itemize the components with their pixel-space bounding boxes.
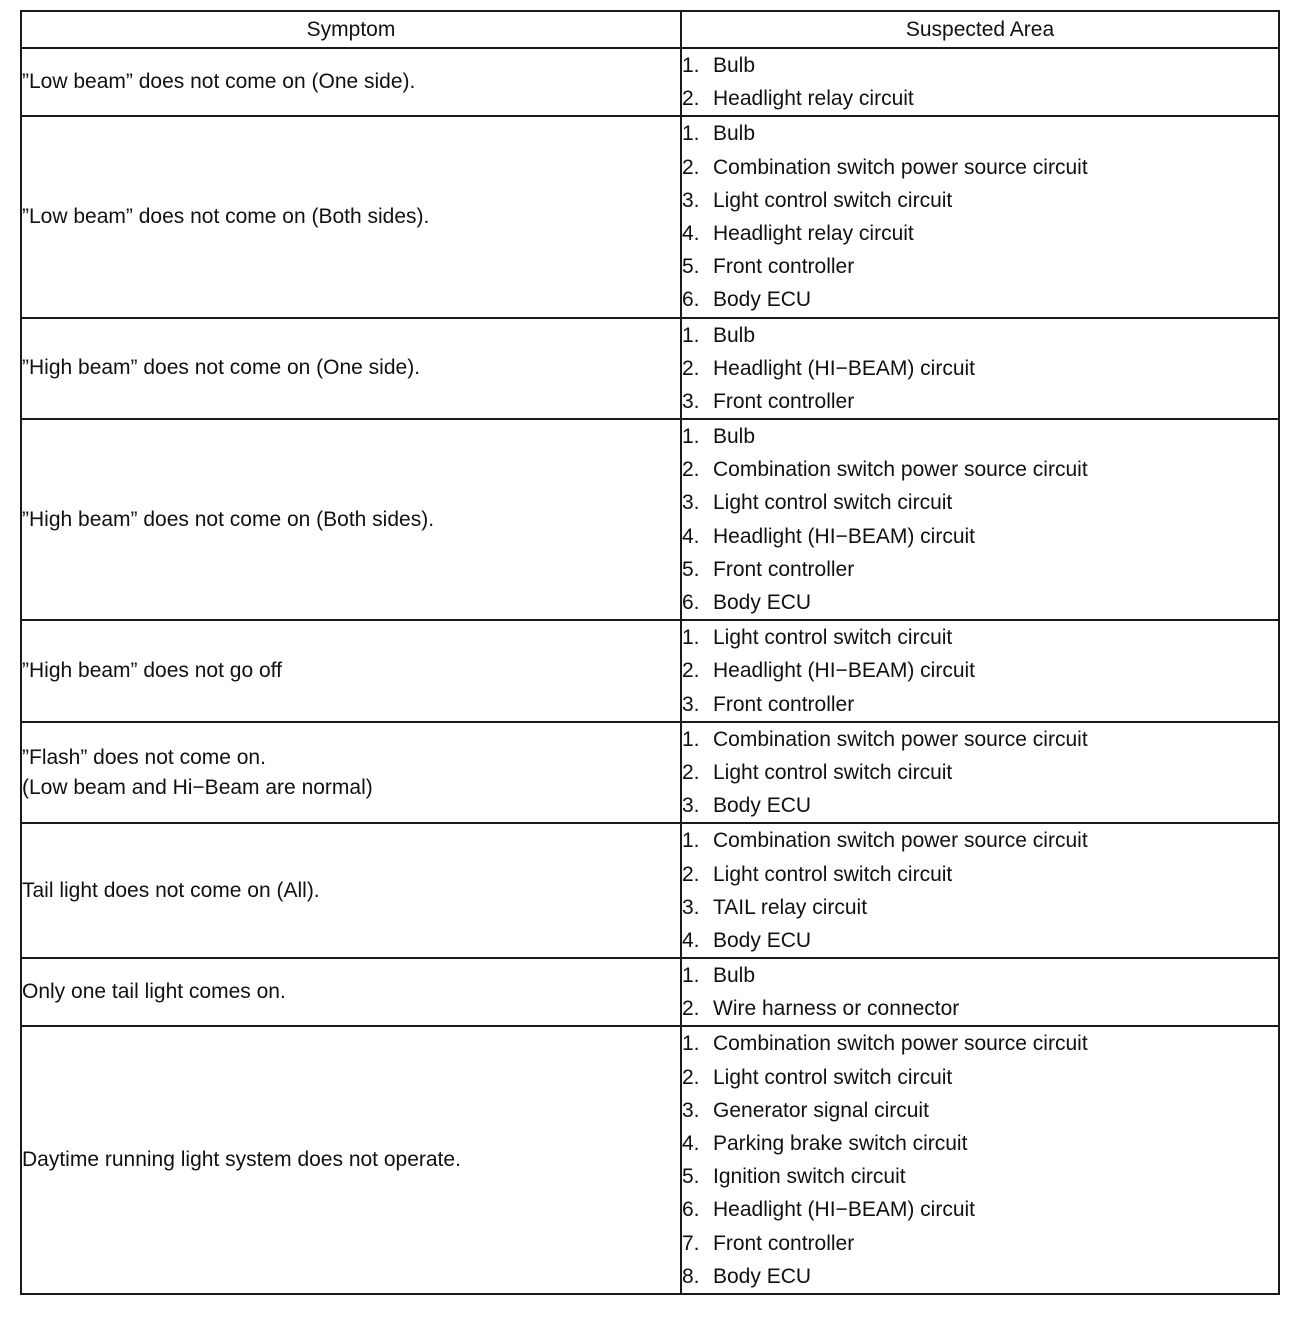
- list-item: [682, 250, 1278, 283]
- list-item-text: Headlight (HI−BEAM) circuit: [713, 1198, 975, 1222]
- list-item-number: 3.: [682, 895, 700, 919]
- list-item: [682, 1094, 1278, 1127]
- list-item-number: 1.: [682, 122, 700, 146]
- suspected-area-list: [682, 621, 1278, 721]
- list-item: [682, 319, 1278, 352]
- suspected-area-cell: [681, 620, 1279, 722]
- list-item-text: Wire harness or connector: [713, 997, 960, 1021]
- list-item-number: 1.: [682, 323, 700, 347]
- list-item-text: Headlight (HI−BEAM) circuit: [713, 659, 975, 683]
- suspected-area-list: [682, 319, 1278, 419]
- list-item: [682, 654, 1278, 687]
- list-item: [682, 385, 1278, 418]
- list-item-number: 7.: [682, 1231, 700, 1255]
- list-item-text: Headlight (HI−BEAM) circuit: [713, 524, 975, 548]
- list-item-text: Light control switch circuit: [713, 862, 953, 886]
- table-row: [21, 823, 1279, 958]
- list-item: [682, 756, 1278, 789]
- symptom-text: Tail light does not come on (All).: [22, 878, 320, 902]
- list-item-text: Ignition switch circuit: [713, 1165, 906, 1189]
- list-item: [682, 453, 1278, 486]
- suspected-area-list: [682, 49, 1278, 115]
- list-item: [682, 420, 1278, 453]
- list-item-text: Body ECU: [713, 591, 812, 614]
- list-item: [682, 486, 1278, 519]
- list-item-number: 4.: [682, 1132, 700, 1155]
- list-item-text: Light control switch circuit: [713, 760, 953, 784]
- suspected-area-list: [682, 420, 1278, 619]
- symptom-cell: [21, 1026, 681, 1294]
- list-item-number: 1.: [682, 1032, 700, 1056]
- list-item-number: 2.: [682, 862, 700, 886]
- list-item-number: 2.: [682, 997, 700, 1021]
- list-item-number: 3.: [682, 1098, 700, 1122]
- list-item-number: 3.: [682, 491, 700, 515]
- list-item-text: Combination switch power source circuit: [713, 1032, 1088, 1056]
- list-item-text: Body ECU: [713, 928, 812, 952]
- list-item-text: Light control switch circuit: [713, 188, 953, 212]
- list-item: [682, 586, 1278, 619]
- list-item-text: Front controller: [713, 692, 855, 716]
- suspected-area-cell: [681, 48, 1279, 116]
- list-item-text: Bulb: [713, 54, 756, 77]
- list-item-number: 1.: [682, 54, 700, 77]
- table-row: [21, 722, 1279, 824]
- list-item: [682, 959, 1278, 992]
- list-item: [682, 184, 1278, 217]
- list-item-text: Parking brake switch circuit: [713, 1132, 968, 1155]
- list-item-number: 5.: [682, 255, 700, 279]
- symptom-header: Symptom: [21, 11, 681, 48]
- list-item-number: 4.: [682, 928, 700, 952]
- list-item-number: 1.: [682, 727, 700, 751]
- list-item: [682, 1160, 1278, 1193]
- list-item: [682, 858, 1278, 891]
- symptom-text: (Low beam and Hi−Beam are normal): [22, 775, 373, 799]
- suspected-area-cell: [681, 318, 1279, 420]
- list-item: [682, 1227, 1278, 1260]
- list-item: [682, 1127, 1278, 1160]
- list-item-text: Front controller: [713, 557, 855, 581]
- suspected-area-list: [682, 824, 1278, 957]
- list-item-number: 5.: [682, 557, 700, 581]
- symptom-cell: [21, 48, 681, 116]
- list-item: [682, 723, 1278, 756]
- list-item-text: Light control switch circuit: [713, 491, 953, 515]
- symptom-cell: [21, 318, 681, 420]
- list-item: [682, 82, 1278, 115]
- header-row: [21, 11, 1279, 48]
- symptom-text: ”Low beam” does not come on (Both sides).: [22, 204, 430, 228]
- list-item-text: Bulb: [713, 323, 756, 347]
- table-row: [21, 318, 1279, 420]
- list-item-text: Front controller: [713, 255, 855, 279]
- symptom-text: ”Low beam” does not come on (One side).: [22, 70, 416, 94]
- list-item: [682, 553, 1278, 586]
- list-item-number: 3.: [682, 692, 700, 716]
- suspected-area-list: [682, 1027, 1278, 1293]
- list-item-number: 3.: [682, 389, 700, 413]
- list-item-number: 1.: [682, 829, 700, 853]
- suspected-area-cell: [681, 419, 1279, 620]
- list-item-text: Front controller: [713, 389, 855, 413]
- list-item-number: 2.: [682, 760, 700, 784]
- list-item: [682, 1027, 1278, 1060]
- list-item-text: Bulb: [713, 122, 756, 146]
- table-row: [21, 116, 1279, 317]
- list-item: [682, 217, 1278, 250]
- list-item: [682, 789, 1278, 822]
- list-item: [682, 924, 1278, 957]
- suspected-area-header: Suspected Area: [681, 11, 1279, 48]
- list-item: [682, 1193, 1278, 1226]
- list-item-number: 2.: [682, 356, 700, 380]
- symptom-cell: [21, 620, 681, 722]
- list-item-number: 2.: [682, 659, 700, 683]
- table-row: [21, 620, 1279, 722]
- symptom-text: Daytime running light system does not operate.: [22, 1148, 461, 1172]
- list-item: [682, 49, 1278, 82]
- symptom-cell: [21, 116, 681, 317]
- list-item-text: Combination switch power source circuit: [713, 727, 1088, 751]
- list-item-text: Headlight relay circuit: [713, 87, 914, 111]
- symptom-text: Only one tail light comes on.: [22, 980, 286, 1004]
- list-item: [682, 520, 1278, 553]
- list-item-number: 2.: [682, 458, 700, 482]
- list-item: [682, 117, 1278, 150]
- list-item-text: Combination switch power source circuit: [713, 458, 1088, 482]
- list-item-number: 4.: [682, 221, 700, 245]
- list-item-text: Generator signal circuit: [713, 1098, 929, 1122]
- list-item: [682, 688, 1278, 721]
- suspected-area-list: [682, 117, 1278, 316]
- list-item-text: Body ECU: [713, 1264, 812, 1288]
- list-item-text: Headlight (HI−BEAM) circuit: [713, 356, 975, 380]
- list-item-number: 3.: [682, 188, 700, 212]
- suspected-area-cell: [681, 823, 1279, 958]
- list-item-text: Bulb: [713, 964, 756, 988]
- list-item-text: Headlight relay circuit: [713, 221, 914, 245]
- list-item-number: 1.: [682, 964, 700, 988]
- symptom-text: ”High beam” does not come on (Both sides).: [22, 507, 435, 531]
- symptom-cell: [21, 722, 681, 824]
- suspected-area-cell: [681, 722, 1279, 824]
- list-item-text: Light control switch circuit: [713, 1065, 953, 1089]
- symptom-text: ”High beam” does not go off: [22, 658, 282, 682]
- list-item-text: Light control switch circuit: [713, 626, 953, 650]
- list-item: [682, 992, 1278, 1025]
- trouble-table: [20, 10, 1280, 1295]
- suspected-area-cell: [681, 116, 1279, 317]
- list-item: [682, 1061, 1278, 1094]
- table-row: [21, 1026, 1279, 1294]
- list-item-number: 1.: [682, 626, 700, 650]
- list-item: [682, 621, 1278, 654]
- list-item-number: 6.: [682, 1198, 700, 1222]
- list-item: [682, 824, 1278, 857]
- list-item-number: 1.: [682, 425, 700, 449]
- list-item: [682, 891, 1278, 924]
- symptom-cell: [21, 823, 681, 958]
- list-item-number: 2.: [682, 87, 700, 111]
- table-body: [21, 48, 1279, 1294]
- list-item-text: Bulb: [713, 425, 756, 449]
- list-item-number: 6.: [682, 288, 700, 312]
- symptom-cell: [21, 958, 681, 1026]
- list-item-text: Combination switch power source circuit: [713, 829, 1088, 853]
- symptom-cell: [21, 419, 681, 620]
- table-row: [21, 419, 1279, 620]
- list-item-number: 4.: [682, 524, 700, 548]
- list-item-number: 2.: [682, 155, 700, 179]
- list-item: [682, 283, 1278, 316]
- symptom-text: ”High beam” does not come on (One side).: [22, 356, 421, 380]
- list-item-text: Body ECU: [713, 794, 812, 818]
- table-row: [21, 48, 1279, 116]
- list-item-text: TAIL relay circuit: [713, 895, 868, 919]
- list-item: [682, 1260, 1278, 1293]
- list-item: [682, 151, 1278, 184]
- suspected-area-cell: [681, 958, 1279, 1026]
- list-item-number: 2.: [682, 1065, 700, 1089]
- suspected-area-list: [682, 959, 1278, 1025]
- list-item-number: 3.: [682, 794, 700, 818]
- table-row: [21, 958, 1279, 1026]
- list-item-number: 6.: [682, 591, 700, 614]
- list-item-number: 8.: [682, 1264, 700, 1288]
- list-item-text: Front controller: [713, 1231, 855, 1255]
- list-item-number: 5.: [682, 1165, 700, 1189]
- symptom-text: ”Flash” does not come on.: [22, 745, 266, 769]
- suspected-area-list: [682, 723, 1278, 823]
- list-item-text: Body ECU: [713, 288, 812, 312]
- list-item: [682, 352, 1278, 385]
- suspected-area-cell: [681, 1026, 1279, 1294]
- list-item-text: Combination switch power source circuit: [713, 155, 1088, 179]
